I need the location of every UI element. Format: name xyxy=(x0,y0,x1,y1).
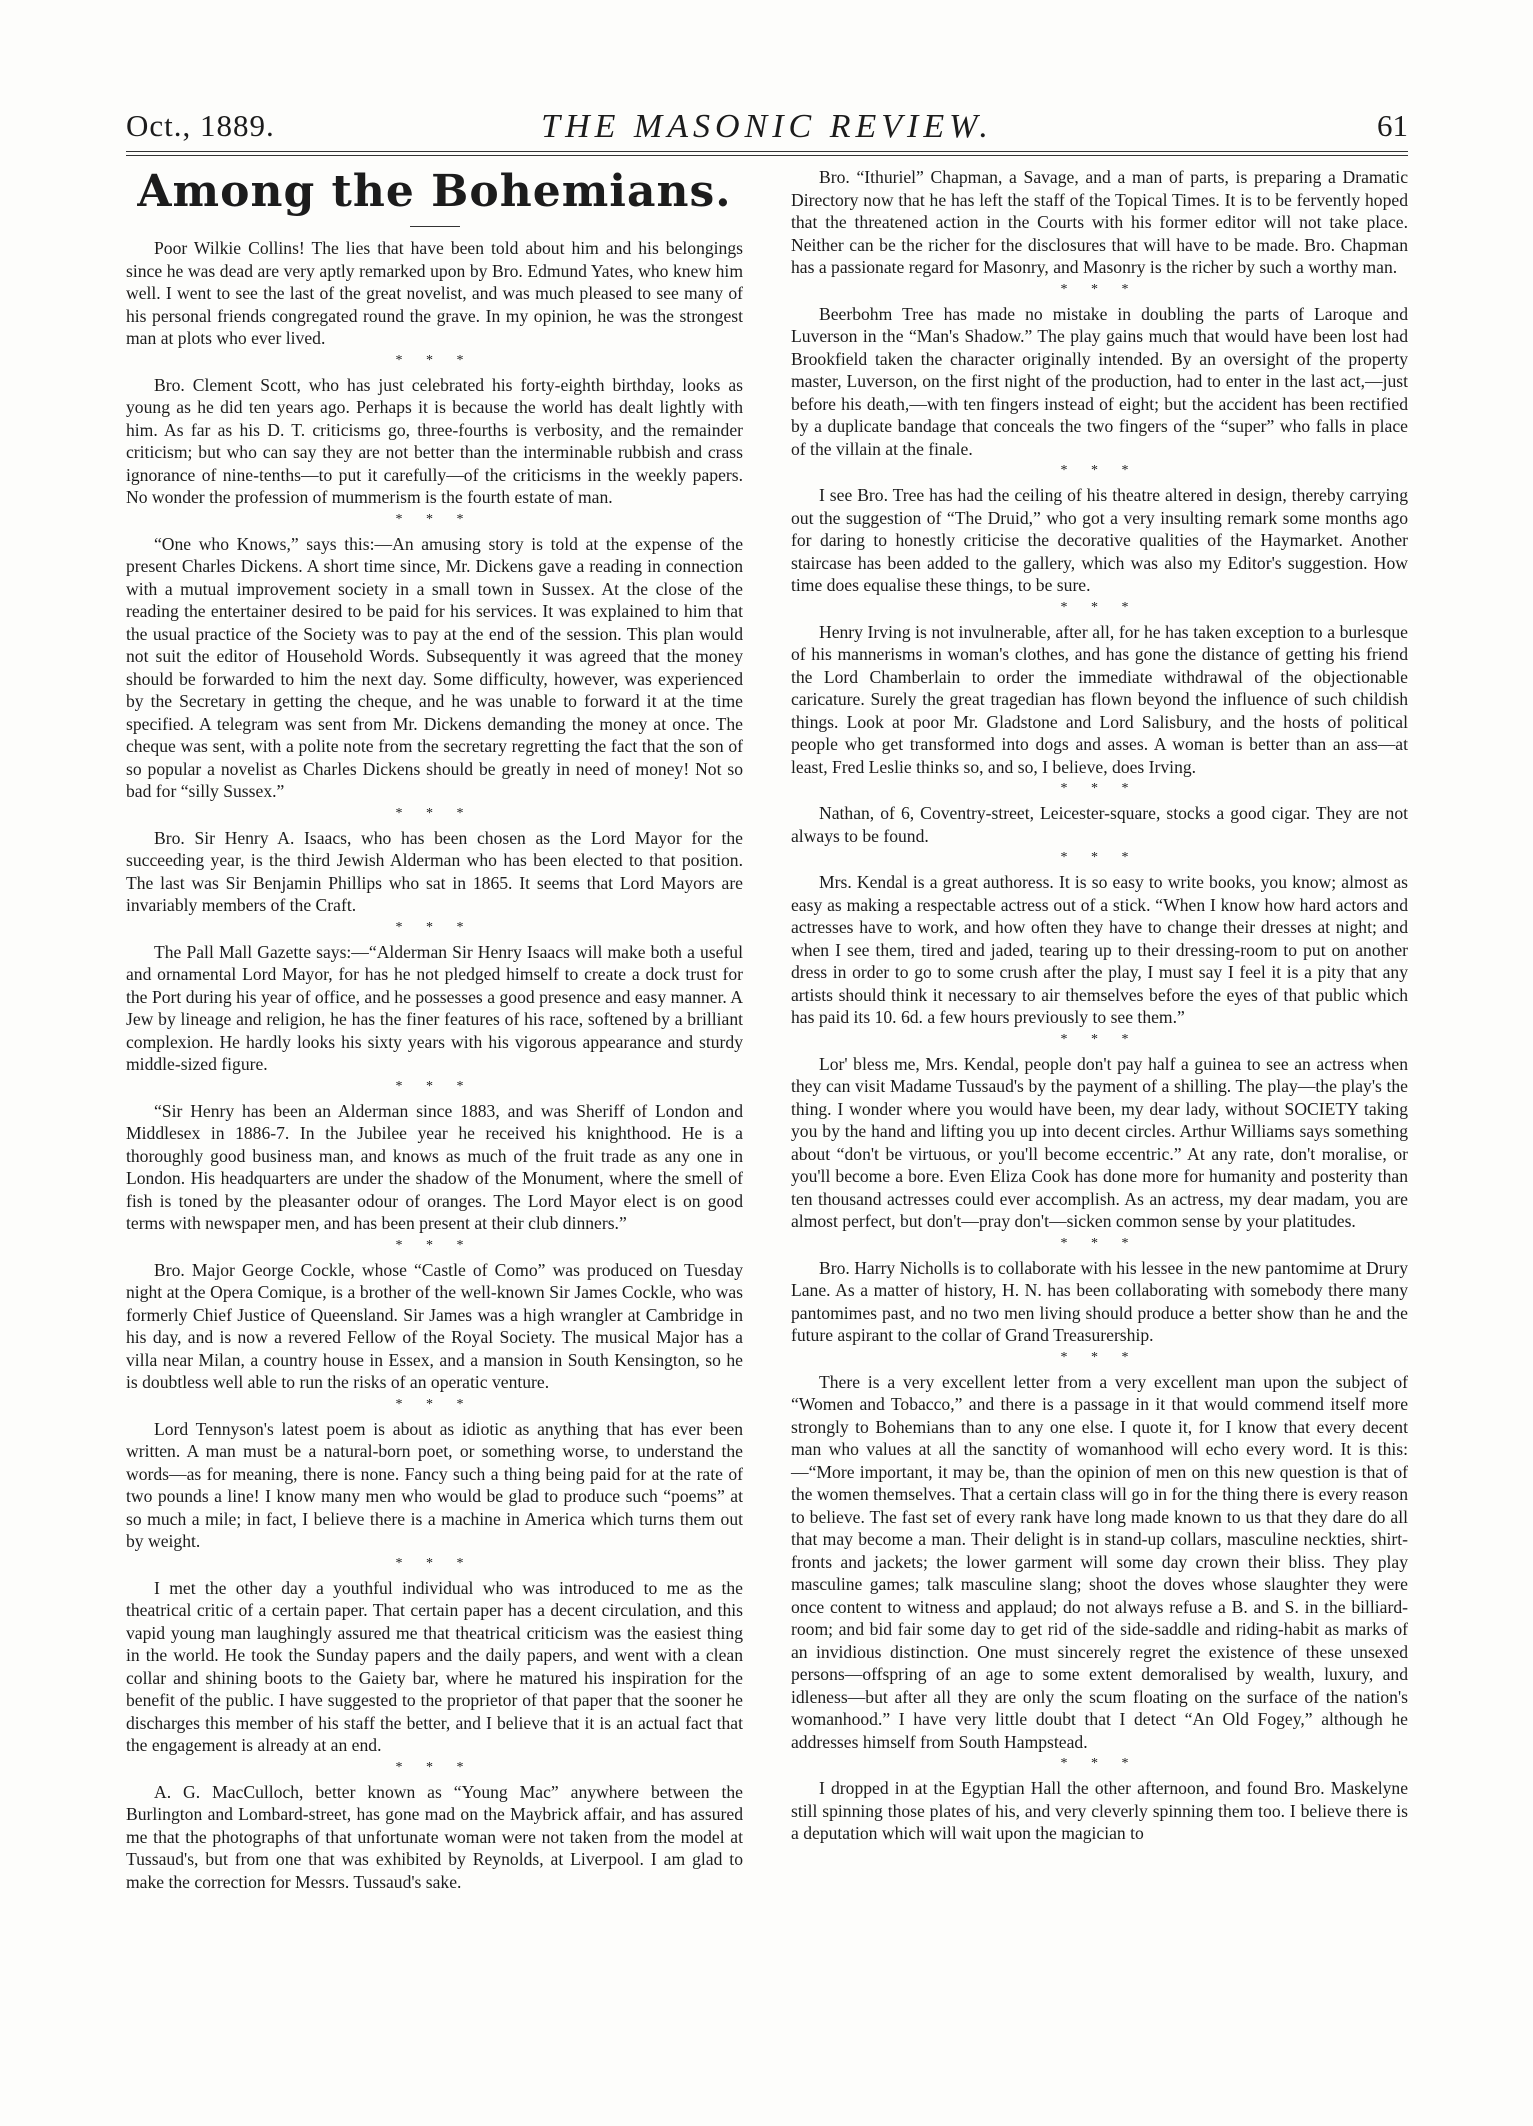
article-paragraph: I met the other day a youthful individual who was introduced to me as the theatrical critic of a certain paper. That certain paper has a decent circulation, and this vapid young man laughingly assured me that theatrical criticism was the easiest thing in the world. He took the Sunday papers and the daily papers, and went with a clean collar and shining boots to the Gaiety bar, where he matured his inspiration for the benefit of the public. I have suggested to the proprietor of that paper that the sooner he discharges this member of his staff the better, and I believe that it is an actual fact that the engagement is already at an end. xyxy=(126,1577,743,1755)
left-column xyxy=(126,164,743,1893)
section-separator: * * * xyxy=(395,511,474,527)
section-separator: * * * xyxy=(1060,599,1139,615)
article-paragraph: Bro. Sir Henry A. Isaacs, who has been chosen as the Lord Mayor for the succeeding year, is the third Jewish Alderman who has been elected to that position. The last was Sir Benjamin Phillips who sat in 1865. It seems that Lord Mayors are invariably members of the Craft. xyxy=(126,827,743,915)
page-number: 61 xyxy=(1377,108,1408,143)
section-separator: * * * xyxy=(395,919,474,935)
section-separator: * * * xyxy=(1060,781,1139,796)
section-separator: * * * xyxy=(1060,281,1139,297)
section-separator: * * * xyxy=(1060,1031,1139,1047)
running-header xyxy=(126,102,1408,150)
journal-title: THE MASONIC REVIEW. xyxy=(541,108,993,145)
section-separator: * * * xyxy=(395,1237,474,1253)
article-paragraph: “Sir Henry has been an Alderman since 1883, and was Sheriff of London and Middlesex in 1886-7. In the Jubilee year he received his knighthood. He is a thoroughly good business man, and knows as much of the fruit trade as any one in London. His headquarters are under the shadow of the Monument, where the smell of fish is toned by the pleasanter odour of oranges. The Lord Mayor elect is on good terms with newspaper men, and has been present at their club dinners.” xyxy=(126,1100,743,1233)
article-paragraph: Bro. “Ithuriel” Chapman, a Savage, and a man of parts, is preparing a Dramatic Directory now that he has left the staff of the Topical Times. It is to be fervently hoped that the threatened action in the Courts with his former editor will not take place. Neither can be the richer for the disclosures that will have to be made. Bro. Chapman has a passionate regard for Masonry, and Masonry is the richer by such a worthy man. xyxy=(791,167,1408,277)
section-separator: * * * xyxy=(1060,1756,1139,1771)
article-paragraph: Lor' bless me, Mrs. Kendal, people don't pay half a guinea to see an actress when they can visit Madame Tussaud's by the payment of a shilling. The play—the play's the thing. I wonder where you would have been, my dear lady, without SOCIETY taking you by the hand and lifting you up into decent circles. Arthur Williams says something about “don't be virtuous, or you'll become eccentric.” At any rate, don't moralise, or you'll become a bore. Even Eliza Cook has done more for humanity and posterity than ten thousand actresses could ever accomplish. As an actress, my dear madam, you are almost perfect, but don't—pray don't—sicken common sense by your platitudes. xyxy=(791,1053,1408,1231)
issue-date: Oct., 1889. xyxy=(126,108,275,143)
article-paragraph: Lord Tennyson's latest poem is about as idiotic as anything that has ever been written. A man must be a natural-born poet, or something worse, to understand the words—as for meaning, there is none. Fancy such a thing being paid for at the rate of two pounds a line! I know many men who would be glad to produce such “poems” at so much a mile; in fact, I believe there is a machine in America which turns them out by weight. xyxy=(126,1418,743,1551)
article-paragraph: I see Bro. Tree has had the ceiling of his theatre altered in design, thereby carrying out the suggestion of “The Druid,” who got a very insulting remark some months ago for daring to honestly criticise the decorative qualities of the Haymarket. Another staircase has been added to the gallery, which was also my Editor's suggestion. How time does equalise these things, to be sure. xyxy=(791,485,1408,595)
title-rule xyxy=(410,226,460,227)
article-paragraph: Poor Wilkie Collins! The lies that have been told about him and his belongings since he was dead are very aptly remarked upon by Bro. Edmund Yates, who knew him well. I went to see the last of the great novelist, and was much pleased to see many of his personal friends congregated round the grave. In my opinion, he was the strongest man at plots who ever lived. xyxy=(126,238,743,348)
section-separator: * * * xyxy=(395,1396,474,1412)
right-column xyxy=(791,166,1408,1845)
article-paragraph: “One who Knows,” says this:—An amusing story is told at the expense of the present Charles Dickens. A short time since, Mr. Dickens gave a reading in connection with a mutual improvement society in a small town in Sussex. At the close of the reading the entertainer desired to be paid for his services. It was explained to him that the usual practice of the Society was to pay at the end of the session. This plan would not suit the editor of Household Words. Subsequently it was agreed that the money should be forwarded to him the next day. Some difficulty, however, was experienced by the Secretary in getting the cheque, and he was unable to forward it at the time specified. A telegram was sent from Mr. Dickens demanding the money at once. The cheque was sent, with a polite note from the secretary regretting the fact that the son of so popular a novelist as Charles Dickens should be greatly in need of money! Not so bad for “silly Sussex.” xyxy=(126,533,743,801)
article-paragraph: I dropped in at the Egyptian Hall the other afternoon, and found Bro. Maskelyne still spinning those plates of his, and very cleverly spinning them too. I believe there is a deputation which will wait upon the magician to xyxy=(791,1778,1408,1843)
article-paragraph: Bro. Harry Nicholls is to collaborate with his lessee in the new pantomime at Drury Lane. As a matter of history, H. N. has been collaborating with somebody there many pantomimes past, and no two men living should produce a better show than he and the future aspirant to the collar of Grand Treasurership. xyxy=(791,1257,1408,1345)
section-separator: * * * xyxy=(1060,463,1139,478)
header-rule xyxy=(126,151,1408,152)
section-separator: * * * xyxy=(1060,1235,1139,1251)
article-title: Among the Bohemians. xyxy=(137,166,732,217)
article-paragraph: Mrs. Kendal is a great authoress. It is so easy to write books, you know; almost as easy as making a respectable actress out of a stick. “When I know how hard actors and actresses have to work, and how often they have to change their dresses at night; and when I see them, tired and jaded, tearing up to their dressing-room to put on another dress in order to go to some crush after the play, I must say I feel it is a pity that any artists should think it necessary to air themselves before the eyes of that public which has paid its 10. 6d. a few hours previously to see them.” xyxy=(791,872,1408,1027)
article-paragraph: Henry Irving is not invulnerable, after all, for he has taken exception to a burlesque of his mannerisms in woman's clothes, and has gone the distance of getting his friend the Lord Chamberlain to order the immediate withdrawal of the objectionable caricature. Surely the great tragedian has flown beyond the influence of such childish things. Look at poor Mr. Gladstone and Lord Salisbury, and the hosts of political people who get transformed into dogs and asses. A woman is better than an ass—at least, Fred Leslie thinks so, and so, I believe, does Irving. xyxy=(791,621,1408,777)
section-separator: * * * xyxy=(395,1555,474,1571)
section-separator: * * * xyxy=(395,805,474,821)
section-separator: * * * xyxy=(395,352,474,368)
header-rule-thin xyxy=(126,155,1408,156)
right-column-body xyxy=(791,166,1408,1845)
section-separator: * * * xyxy=(395,1078,474,1094)
section-separator: * * * xyxy=(1060,850,1139,865)
article-paragraph: There is a very excellent letter from a very excellent man upon the subject of “Women and Tobacco,” and there is a passage in it that would commend itself more strongly to Bohemians than to any one else. I quote it, for I know that every decent man who values at all the sanctity of womanhood will echo every word. It is this:—“More important, it may be, than the opinion of men on this new question is that of the women themselves. That a certain class will go in for the thing there is every reason to believe. The fast set of every rank have long made known to us that they dare do all that may become a man. Their delight is in stand-up collars, masculine neckties, shirt-fronts and jackets; the lower garment will some day crown their bliss. They play masculine games; talk masculine slang; shoot the doves whose slaughter they were once content to witness and applaud; do not always refuse a B. and S. in the billiard-room; and bid fair some day to get rid of the side-saddle and riding-habit as marks of an invidious distinction. One must sincerely regret the existence of these unsexed persons—offspring of an age to some extent demoralised by wealth, luxury, and idleness—but after all they are only the scum floating on the surface of the nation's womanhood.” I have very little doubt that I detect “An Old Fogey,” although he addresses himself from South Hampstead. xyxy=(791,1371,1408,1752)
article-paragraph: Bro. Major George Cockle, whose “Castle of Como” was produced on Tuesday night at the Opera Comique, is a brother of the well-known Sir James Cockle, who was formerly Chief Justice of Queensland. Sir James was a high wrangler at Cambridge in his day, and is now a revered Fellow of the Royal Society. The musical Major has a villa near Milan, a country house in Essex, and a mansion in South Kensington, so he is doubtless well able to run the risks of an operatic venture. xyxy=(126,1259,743,1392)
article-paragraph: The Pall Mall Gazette says:—“Alderman Sir Henry Isaacs will make both a useful and ornamental Lord Mayor, for has he not pledged himself to create a dock trust for the Port during his year of office, and he possesses a good presence and easy manner. A Jew by lineage and religion, he has the finer features of his race, softened by a brilliant complexion. He hardly looks his sixty years with his vigorous appearance and sturdy middle-sized figure. xyxy=(126,941,743,1074)
left-column-body xyxy=(126,237,743,1893)
article-paragraph: Bro. Clement Scott, who has just celebrated his forty-eighth birthday, looks as young as he did ten years ago. Perhaps it is because the world has dealt lightly with him. As far as his D. T. criticisms go, three-fourths is verbosity, and the remainder criticism; but who can say they are not better than the interminable rubbish and crass ignorance of nine-tenths—to put it carefully—of the criticisms in the weekly papers. No wonder the profession of mummerism is the fourth estate of man. xyxy=(126,374,743,507)
section-separator: * * * xyxy=(395,1759,474,1775)
article-paragraph: Nathan, of 6, Coventry-street, Leicester-square, stocks a good cigar. They are not always to be found. xyxy=(791,803,1408,846)
article-paragraph: A. G. MacCulloch, better known as “Young Mac” anywhere between the Burlington and Lombard-street, has gone mad on the Maybrick affair, and has assured me that the photographs of that unfortunate woman were not taken from the model at Tussaud's, but from one that was exhibited by Reynolds, at Liverpool. I am glad to make the correction for Messrs. Tussaud's sake. xyxy=(126,1781,743,1892)
section-separator: * * * xyxy=(1060,1349,1139,1365)
article-paragraph: Beerbohm Tree has made no mistake in doubling the parts of Laroque and Luverson in the “Man's Shadow.” The play gains much that would have been lost had Brookfield taken the character originally intended. By an oversight of the property master, Luverson, on the first night of the production, had to enter in the last act,—just before his death,—with ten fingers instead of eight; but the accident has been rectified by a duplicate bandage that conceals the two fingers of the “super” who falls in place of the villain at the finale. xyxy=(791,303,1408,459)
